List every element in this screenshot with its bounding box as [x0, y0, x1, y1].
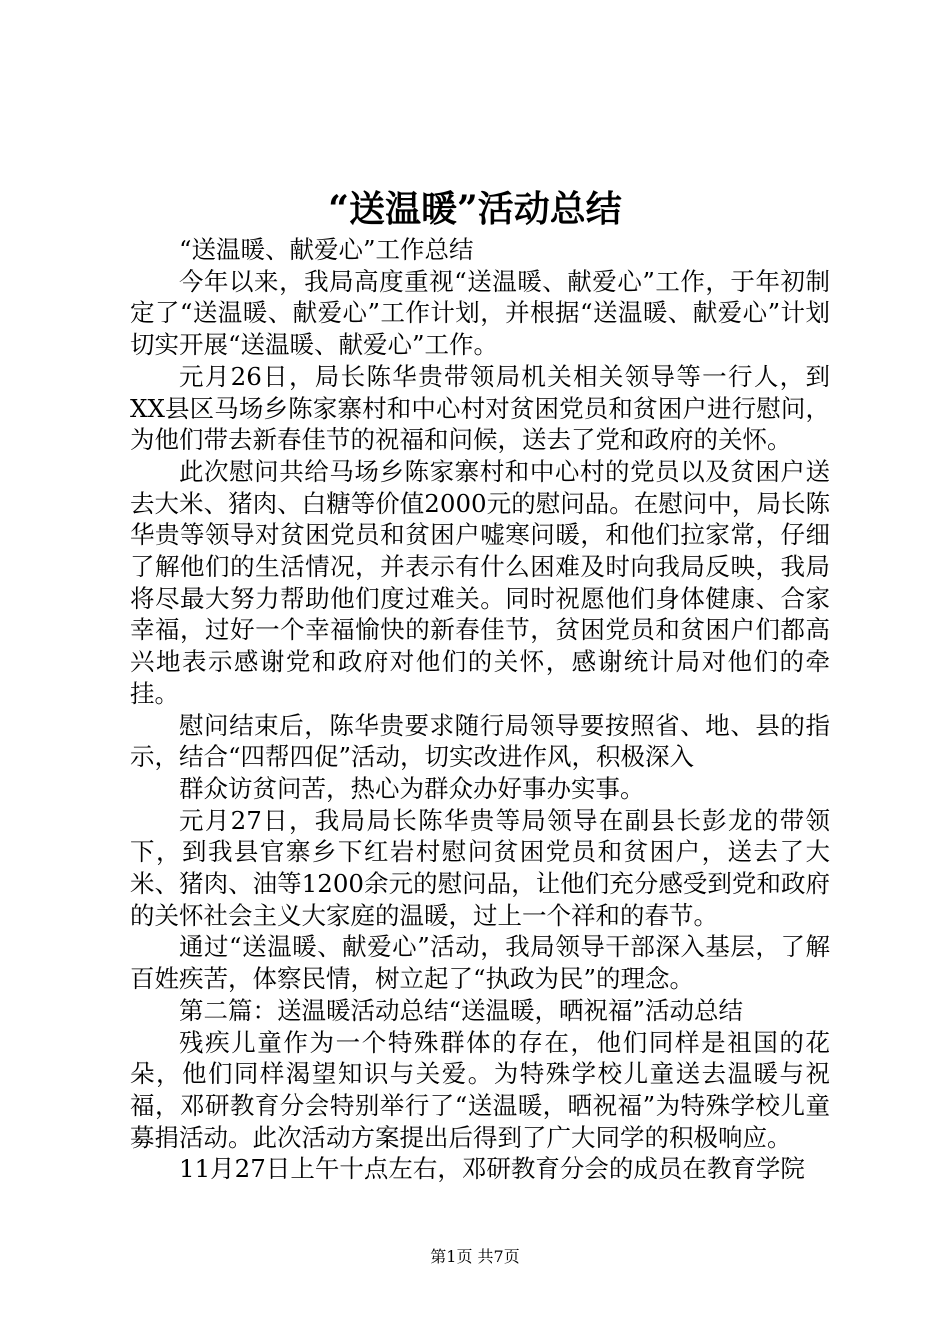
paragraph: 群众访贫问苦，热心为群众办好事办实事。 — [179, 773, 645, 803]
paragraph: 通过“送温暖、献爱心”活动，我局领导干部深入基层，了解百姓疾苦，体察民情，树立起了“执政为民”的理念。 — [130, 932, 830, 994]
paragraph: 元月26日，局长陈华贵带领局机关相关领导等一行人，到XX县区马场乡陈家寨村和中心村对贫困党员和贫困户进行慰问，为他们带去新春佳节的祝福和问候，送去了党和政府的关怀。 — [130, 361, 830, 455]
paragraph: 今年以来，我局高度重视“送温暖、献爱心”工作，于年初制定了“送温暖、献爱心”工作计划，并根据“送温暖、献爱心”计划切实开展“送温暖、献爱心”工作。 — [130, 266, 830, 360]
page-number: 第1页 共7页 — [430, 1247, 520, 1266]
paragraph: 元月27日，我局局长陈华贵等局领导在副县长彭龙的带领下，到我县官寨乡下红岩村慰问贫困党员和贫困户，送去了大米、猪肉、油等1200余元的慰问品，让他们充分感受到党和政府的关怀社会主义大家庭的温暖，过上一个祥和的春节。 — [130, 805, 830, 930]
paragraph: 残疾儿童作为一个特殊群体的存在，他们同样是祖国的花朵，他们同样渴望知识与关爱。为特殊学校儿童送去温暖与祝福，邓研教育分会特别举行了“送温暖，晒祝福”为特殊学校儿童募捐活动。此次活动方案提出后得到了广大同学的积极响应。 — [130, 1027, 830, 1152]
paragraph: 此次慰问共给马场乡陈家寨村和中心村的党员以及贫困户送去大米、猪肉、白糖等价值2000元的慰问品。在慰问中，局长陈华贵等领导对贫困党员和贫困户嘘寒问暖，和他们拉家常，仔细了解他们的生活情况，并表示有什么困难及时向我局反映，我局将尽最大努力帮助他们度过难关。同时祝愿他们身体健康、合家幸福，过好一个幸福愉快的新春佳节，贫困党员和贫困户们都高兴地表示感谢党和政府对他们的关怀，感谢统计局对他们的牵挂。 — [130, 456, 830, 708]
paragraph: 慰问结束后，陈华贵要求随行局领导要按照省、地、县的指示，结合“四帮四促”活动，切实改进作风，积极深入 — [130, 710, 830, 772]
paragraph: “送温暖、献爱心”工作总结 — [179, 235, 474, 264]
page-title: “送温暖”活动总结 — [328, 188, 622, 230]
paragraph: 11月27日上午十点左右，邓研教育分会的成员在教育学院 — [179, 1154, 805, 1184]
paragraph: 第二篇：送温暖活动总结“送温暖，晒祝福”活动总结 — [179, 995, 744, 1025]
document-body — [130, 234, 830, 1185]
